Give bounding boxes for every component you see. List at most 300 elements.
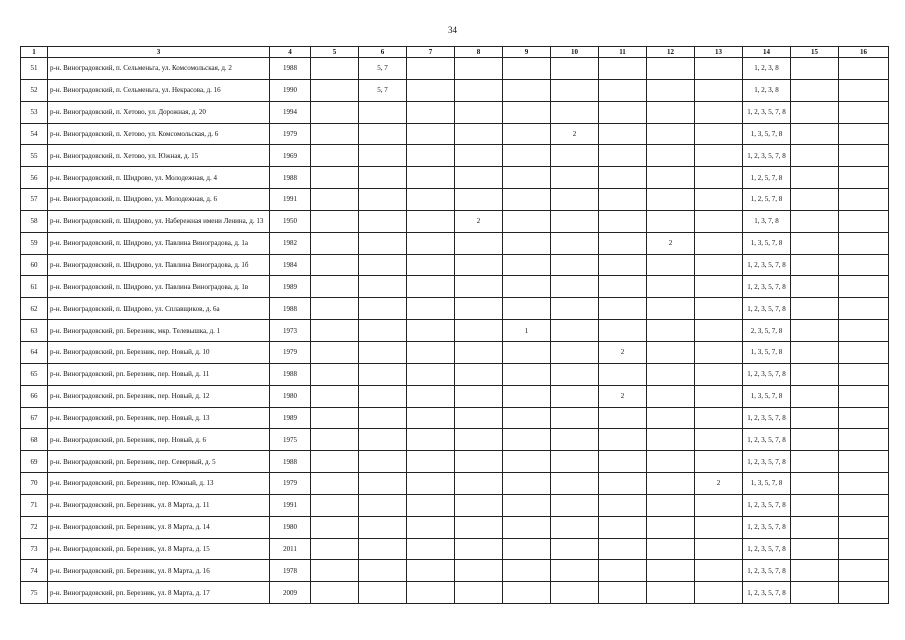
table-row <box>21 494 889 516</box>
value-cell-7 <box>407 101 455 123</box>
value-cell-9 <box>503 167 551 189</box>
value-cell-8 <box>455 79 503 101</box>
value-cell-13 <box>695 407 743 429</box>
page-number: 34 <box>448 25 457 35</box>
value-cell-16 <box>839 189 889 211</box>
value-cell-12 <box>647 385 695 407</box>
value-cell-14: 1, 3, 5, 7, 8 <box>743 473 791 495</box>
value-cell-9 <box>503 298 551 320</box>
year-cell: 1991 <box>270 189 311 211</box>
row-number-cell: 62 <box>21 298 48 320</box>
address-cell: р-н. Виноградовский, п. Хетово, ул. Комсомольская, д. 6 <box>48 123 270 145</box>
value-cell-6 <box>359 582 407 604</box>
value-cell-7 <box>407 429 455 451</box>
row-number-cell: 52 <box>21 79 48 101</box>
value-cell-13 <box>695 276 743 298</box>
value-cell-5 <box>311 167 359 189</box>
value-cell-9 <box>503 451 551 473</box>
address-cell: р-н. Виноградовский, п. Шидрово, ул. Павлина Виноградова, д. 1б <box>48 254 270 276</box>
value-cell-5 <box>311 320 359 342</box>
value-cell-7 <box>407 341 455 363</box>
value-cell-13 <box>695 232 743 254</box>
value-cell-13 <box>695 494 743 516</box>
value-cell-12 <box>647 254 695 276</box>
table-row <box>21 407 889 429</box>
year-cell: 1973 <box>270 320 311 342</box>
value-cell-15 <box>791 210 839 232</box>
col-header-10: 10 <box>551 47 599 58</box>
value-cell-5 <box>311 385 359 407</box>
value-cell-9 <box>503 494 551 516</box>
address-cell: р-н. Виноградовский, рп. Березник, пер. Южный, д. 13 <box>48 473 270 495</box>
value-cell-11 <box>599 167 647 189</box>
value-cell-13 <box>695 298 743 320</box>
value-cell-11 <box>599 101 647 123</box>
value-cell-12 <box>647 341 695 363</box>
value-cell-6 <box>359 407 407 429</box>
year-cell: 1990 <box>270 79 311 101</box>
value-cell-13 <box>695 145 743 167</box>
value-cell-11: 2 <box>599 341 647 363</box>
value-cell-11 <box>599 298 647 320</box>
value-cell-10 <box>551 538 599 560</box>
value-cell-10 <box>551 341 599 363</box>
value-cell-5 <box>311 189 359 211</box>
value-cell-13 <box>695 58 743 80</box>
address-cell: р-н. Виноградовский, п. Шидрово, ул. Павлина Виноградова, д. 1а <box>48 232 270 254</box>
value-cell-13 <box>695 101 743 123</box>
value-cell-14: 1, 2, 3, 5, 7, 8 <box>743 145 791 167</box>
row-number-cell: 69 <box>21 451 48 473</box>
col-header-1: 1 <box>21 47 48 58</box>
value-cell-10: 2 <box>551 123 599 145</box>
table-row <box>21 79 889 101</box>
row-number-cell: 74 <box>21 560 48 582</box>
value-cell-14: 1, 2, 3, 5, 7, 8 <box>743 407 791 429</box>
value-cell-14: 1, 3, 5, 7, 8 <box>743 232 791 254</box>
value-cell-11 <box>599 538 647 560</box>
table-row <box>21 167 889 189</box>
value-cell-7 <box>407 189 455 211</box>
value-cell-7 <box>407 494 455 516</box>
year-cell: 1980 <box>270 385 311 407</box>
value-cell-5 <box>311 538 359 560</box>
address-cell: р-н. Виноградовский, п. Хетово, ул. Южная, д. 15 <box>48 145 270 167</box>
value-cell-14: 1, 2, 3, 5, 7, 8 <box>743 429 791 451</box>
value-cell-10 <box>551 298 599 320</box>
value-cell-8 <box>455 582 503 604</box>
value-cell-8 <box>455 320 503 342</box>
year-cell: 1984 <box>270 254 311 276</box>
address-cell: р-н. Виноградовский, рп. Березник, ул. 8 Марта, д. 14 <box>48 516 270 538</box>
value-cell-15 <box>791 538 839 560</box>
value-cell-9 <box>503 276 551 298</box>
value-cell-13 <box>695 320 743 342</box>
value-cell-7 <box>407 210 455 232</box>
value-cell-15 <box>791 79 839 101</box>
value-cell-15 <box>791 167 839 189</box>
value-cell-15 <box>791 407 839 429</box>
value-cell-15 <box>791 582 839 604</box>
value-cell-8 <box>455 341 503 363</box>
address-cell: р-н. Виноградовский, рп. Березник, пер. Новый, д. 6 <box>48 429 270 451</box>
value-cell-16 <box>839 79 889 101</box>
value-cell-15 <box>791 189 839 211</box>
col-header-7: 7 <box>407 47 455 58</box>
table-row <box>21 320 889 342</box>
value-cell-13 <box>695 363 743 385</box>
row-number-cell: 71 <box>21 494 48 516</box>
value-cell-8 <box>455 232 503 254</box>
value-cell-14: 1, 3, 5, 7, 8 <box>743 123 791 145</box>
value-cell-11 <box>599 516 647 538</box>
col-header-4: 4 <box>270 47 311 58</box>
value-cell-12 <box>647 298 695 320</box>
value-cell-6 <box>359 145 407 167</box>
row-number-cell: 67 <box>21 407 48 429</box>
address-cell: р-н. Виноградовский, рп. Березник, мкр. Телевышка, д. 1 <box>48 320 270 342</box>
year-cell: 1979 <box>270 341 311 363</box>
value-cell-8 <box>455 494 503 516</box>
value-cell-11 <box>599 451 647 473</box>
year-cell: 1988 <box>270 167 311 189</box>
value-cell-6 <box>359 232 407 254</box>
value-cell-10 <box>551 79 599 101</box>
value-cell-5 <box>311 582 359 604</box>
value-cell-11 <box>599 79 647 101</box>
value-cell-16 <box>839 320 889 342</box>
year-cell: 1988 <box>270 363 311 385</box>
value-cell-6 <box>359 298 407 320</box>
value-cell-11 <box>599 232 647 254</box>
address-cell: р-н. Виноградовский, рп. Березник, ул. 8 Марта, д. 11 <box>48 494 270 516</box>
value-cell-9 <box>503 101 551 123</box>
value-cell-16 <box>839 232 889 254</box>
value-cell-12 <box>647 58 695 80</box>
address-cell: р-н. Виноградовский, рп. Березник, ул. 8 Марта, д. 16 <box>48 560 270 582</box>
value-cell-9 <box>503 145 551 167</box>
value-cell-12 <box>647 189 695 211</box>
value-cell-8 <box>455 189 503 211</box>
year-cell: 1979 <box>270 123 311 145</box>
address-cell: р-н. Виноградовский, п. Шидрово, ул. Молодежная, д. 6 <box>48 189 270 211</box>
address-cell: р-н. Виноградовский, рп. Березник, пер. Новый, д. 11 <box>48 363 270 385</box>
row-number-cell: 57 <box>21 189 48 211</box>
value-cell-11 <box>599 254 647 276</box>
value-cell-10 <box>551 473 599 495</box>
value-cell-8 <box>455 385 503 407</box>
value-cell-16 <box>839 407 889 429</box>
value-cell-10 <box>551 429 599 451</box>
value-cell-8 <box>455 254 503 276</box>
value-cell-6 <box>359 167 407 189</box>
value-cell-9 <box>503 254 551 276</box>
value-cell-12 <box>647 123 695 145</box>
value-cell-7 <box>407 385 455 407</box>
value-cell-14: 1, 2, 3, 5, 7, 8 <box>743 101 791 123</box>
value-cell-8 <box>455 451 503 473</box>
value-cell-15 <box>791 298 839 320</box>
value-cell-8 <box>455 123 503 145</box>
value-cell-15 <box>791 254 839 276</box>
value-cell-16 <box>839 123 889 145</box>
value-cell-7 <box>407 79 455 101</box>
value-cell-6 <box>359 189 407 211</box>
value-cell-13 <box>695 123 743 145</box>
address-cell: р-н. Виноградовский, п. Хетово, ул. Дорожная, д. 20 <box>48 101 270 123</box>
value-cell-9: 1 <box>503 320 551 342</box>
table-row <box>21 538 889 560</box>
address-cell: р-н. Виноградовский, п. Шидрово, ул. Павлина Виноградова, д. 1в <box>48 276 270 298</box>
row-number-cell: 68 <box>21 429 48 451</box>
value-cell-14: 1, 2, 3, 8 <box>743 79 791 101</box>
value-cell-12 <box>647 79 695 101</box>
value-cell-13 <box>695 189 743 211</box>
value-cell-7 <box>407 582 455 604</box>
value-cell-11 <box>599 494 647 516</box>
value-cell-7 <box>407 145 455 167</box>
value-cell-9 <box>503 79 551 101</box>
row-number-cell: 53 <box>21 101 48 123</box>
value-cell-10 <box>551 582 599 604</box>
value-cell-11 <box>599 560 647 582</box>
value-cell-12 <box>647 494 695 516</box>
value-cell-15 <box>791 473 839 495</box>
value-cell-14: 1, 2, 3, 5, 7, 8 <box>743 276 791 298</box>
value-cell-10 <box>551 58 599 80</box>
value-cell-7 <box>407 123 455 145</box>
value-cell-15 <box>791 341 839 363</box>
value-cell-6 <box>359 123 407 145</box>
value-cell-6 <box>359 516 407 538</box>
value-cell-13 <box>695 254 743 276</box>
table-row <box>21 232 889 254</box>
row-number-cell: 54 <box>21 123 48 145</box>
value-cell-6 <box>359 254 407 276</box>
table-row <box>21 363 889 385</box>
value-cell-7 <box>407 232 455 254</box>
address-cell: р-н. Виноградовский, рп. Березник, пер. Новый, д. 12 <box>48 385 270 407</box>
value-cell-9 <box>503 385 551 407</box>
value-cell-5 <box>311 363 359 385</box>
value-cell-9 <box>503 582 551 604</box>
table-row <box>21 473 889 495</box>
value-cell-8 <box>455 407 503 429</box>
value-cell-8 <box>455 58 503 80</box>
value-cell-13 <box>695 429 743 451</box>
value-cell-5 <box>311 232 359 254</box>
value-cell-10 <box>551 494 599 516</box>
value-cell-14: 1, 3, 7, 8 <box>743 210 791 232</box>
col-header-16: 16 <box>839 47 889 58</box>
value-cell-11 <box>599 320 647 342</box>
table-row <box>21 341 889 363</box>
value-cell-6: 5, 7 <box>359 58 407 80</box>
value-cell-15 <box>791 516 839 538</box>
value-cell-7 <box>407 58 455 80</box>
value-cell-8 <box>455 145 503 167</box>
year-cell: 1988 <box>270 58 311 80</box>
value-cell-11 <box>599 429 647 451</box>
row-number-cell: 75 <box>21 582 48 604</box>
value-cell-16 <box>839 298 889 320</box>
value-cell-9 <box>503 429 551 451</box>
value-cell-5 <box>311 429 359 451</box>
value-cell-5 <box>311 123 359 145</box>
value-cell-15 <box>791 123 839 145</box>
value-cell-12 <box>647 101 695 123</box>
value-cell-12 <box>647 363 695 385</box>
col-header-9: 9 <box>503 47 551 58</box>
value-cell-16 <box>839 473 889 495</box>
year-cell: 1988 <box>270 451 311 473</box>
col-header-3: 3 <box>48 47 270 58</box>
value-cell-6 <box>359 451 407 473</box>
value-cell-9 <box>503 210 551 232</box>
value-cell-14: 2, 3, 5, 7, 8 <box>743 320 791 342</box>
value-cell-12 <box>647 210 695 232</box>
value-cell-14: 1, 2, 3, 5, 7, 8 <box>743 538 791 560</box>
value-cell-8 <box>455 101 503 123</box>
value-cell-15 <box>791 58 839 80</box>
value-cell-12 <box>647 276 695 298</box>
value-cell-5 <box>311 276 359 298</box>
year-cell: 1982 <box>270 232 311 254</box>
value-cell-5 <box>311 101 359 123</box>
value-cell-7 <box>407 407 455 429</box>
table-row <box>21 145 889 167</box>
row-number-cell: 56 <box>21 167 48 189</box>
year-cell: 1950 <box>270 210 311 232</box>
value-cell-8 <box>455 276 503 298</box>
value-cell-13 <box>695 560 743 582</box>
value-cell-11: 2 <box>599 385 647 407</box>
row-number-cell: 70 <box>21 473 48 495</box>
table-row <box>21 298 889 320</box>
value-cell-13 <box>695 385 743 407</box>
year-cell: 1979 <box>270 473 311 495</box>
value-cell-13 <box>695 538 743 560</box>
value-cell-8 <box>455 167 503 189</box>
year-cell: 1989 <box>270 276 311 298</box>
value-cell-14: 1, 2, 3, 5, 7, 8 <box>743 254 791 276</box>
row-number-cell: 65 <box>21 363 48 385</box>
value-cell-9 <box>503 560 551 582</box>
table-row <box>21 276 889 298</box>
value-cell-11 <box>599 276 647 298</box>
value-cell-16 <box>839 276 889 298</box>
value-cell-10 <box>551 320 599 342</box>
value-cell-9 <box>503 123 551 145</box>
value-cell-7 <box>407 560 455 582</box>
value-cell-14: 1, 2, 3, 5, 7, 8 <box>743 516 791 538</box>
table-row <box>21 429 889 451</box>
value-cell-7 <box>407 254 455 276</box>
value-cell-13 <box>695 341 743 363</box>
row-number-cell: 51 <box>21 58 48 80</box>
value-cell-8 <box>455 516 503 538</box>
value-cell-10 <box>551 101 599 123</box>
col-header-15: 15 <box>791 47 839 58</box>
value-cell-10 <box>551 516 599 538</box>
value-cell-14: 1, 2, 5, 7, 8 <box>743 167 791 189</box>
value-cell-6 <box>359 210 407 232</box>
value-cell-16 <box>839 560 889 582</box>
value-cell-5 <box>311 560 359 582</box>
table-row <box>21 58 889 80</box>
value-cell-16 <box>839 451 889 473</box>
value-cell-5 <box>311 145 359 167</box>
value-cell-11 <box>599 123 647 145</box>
value-cell-15 <box>791 451 839 473</box>
value-cell-10 <box>551 210 599 232</box>
table-row <box>21 210 889 232</box>
value-cell-8 <box>455 560 503 582</box>
value-cell-14: 1, 2, 3, 5, 7, 8 <box>743 560 791 582</box>
value-cell-12 <box>647 473 695 495</box>
value-cell-5 <box>311 254 359 276</box>
value-cell-10 <box>551 254 599 276</box>
row-number-cell: 63 <box>21 320 48 342</box>
value-cell-11 <box>599 582 647 604</box>
row-number-cell: 58 <box>21 210 48 232</box>
value-cell-13 <box>695 79 743 101</box>
value-cell-16 <box>839 145 889 167</box>
value-cell-9 <box>503 232 551 254</box>
value-cell-13 <box>695 167 743 189</box>
value-cell-9 <box>503 341 551 363</box>
row-number-cell: 66 <box>21 385 48 407</box>
col-header-8: 8 <box>455 47 503 58</box>
row-number-cell: 59 <box>21 232 48 254</box>
value-cell-11 <box>599 473 647 495</box>
col-header-12: 12 <box>647 47 695 58</box>
value-cell-6 <box>359 276 407 298</box>
col-header-6: 6 <box>359 47 407 58</box>
value-cell-7 <box>407 298 455 320</box>
value-cell-15 <box>791 145 839 167</box>
table-row <box>21 582 889 604</box>
value-cell-16 <box>839 58 889 80</box>
value-cell-15 <box>791 232 839 254</box>
value-cell-5 <box>311 79 359 101</box>
value-cell-5 <box>311 58 359 80</box>
table-row <box>21 101 889 123</box>
value-cell-8 <box>455 298 503 320</box>
value-cell-8 <box>455 473 503 495</box>
year-cell: 1969 <box>270 145 311 167</box>
header-row <box>21 47 889 58</box>
value-cell-12 <box>647 145 695 167</box>
value-cell-12 <box>647 167 695 189</box>
table-row <box>21 560 889 582</box>
value-cell-10 <box>551 232 599 254</box>
value-cell-5 <box>311 494 359 516</box>
value-cell-16 <box>839 254 889 276</box>
value-cell-12 <box>647 429 695 451</box>
value-cell-15 <box>791 363 839 385</box>
year-cell: 1989 <box>270 407 311 429</box>
year-cell: 1988 <box>270 298 311 320</box>
value-cell-16 <box>839 101 889 123</box>
year-cell: 1975 <box>270 429 311 451</box>
value-cell-6 <box>359 363 407 385</box>
value-cell-11 <box>599 407 647 429</box>
value-cell-7 <box>407 538 455 560</box>
row-number-cell: 64 <box>21 341 48 363</box>
value-cell-7 <box>407 276 455 298</box>
address-cell: р-н. Виноградовский, рп. Березник, ул. 8 Марта, д. 17 <box>48 582 270 604</box>
